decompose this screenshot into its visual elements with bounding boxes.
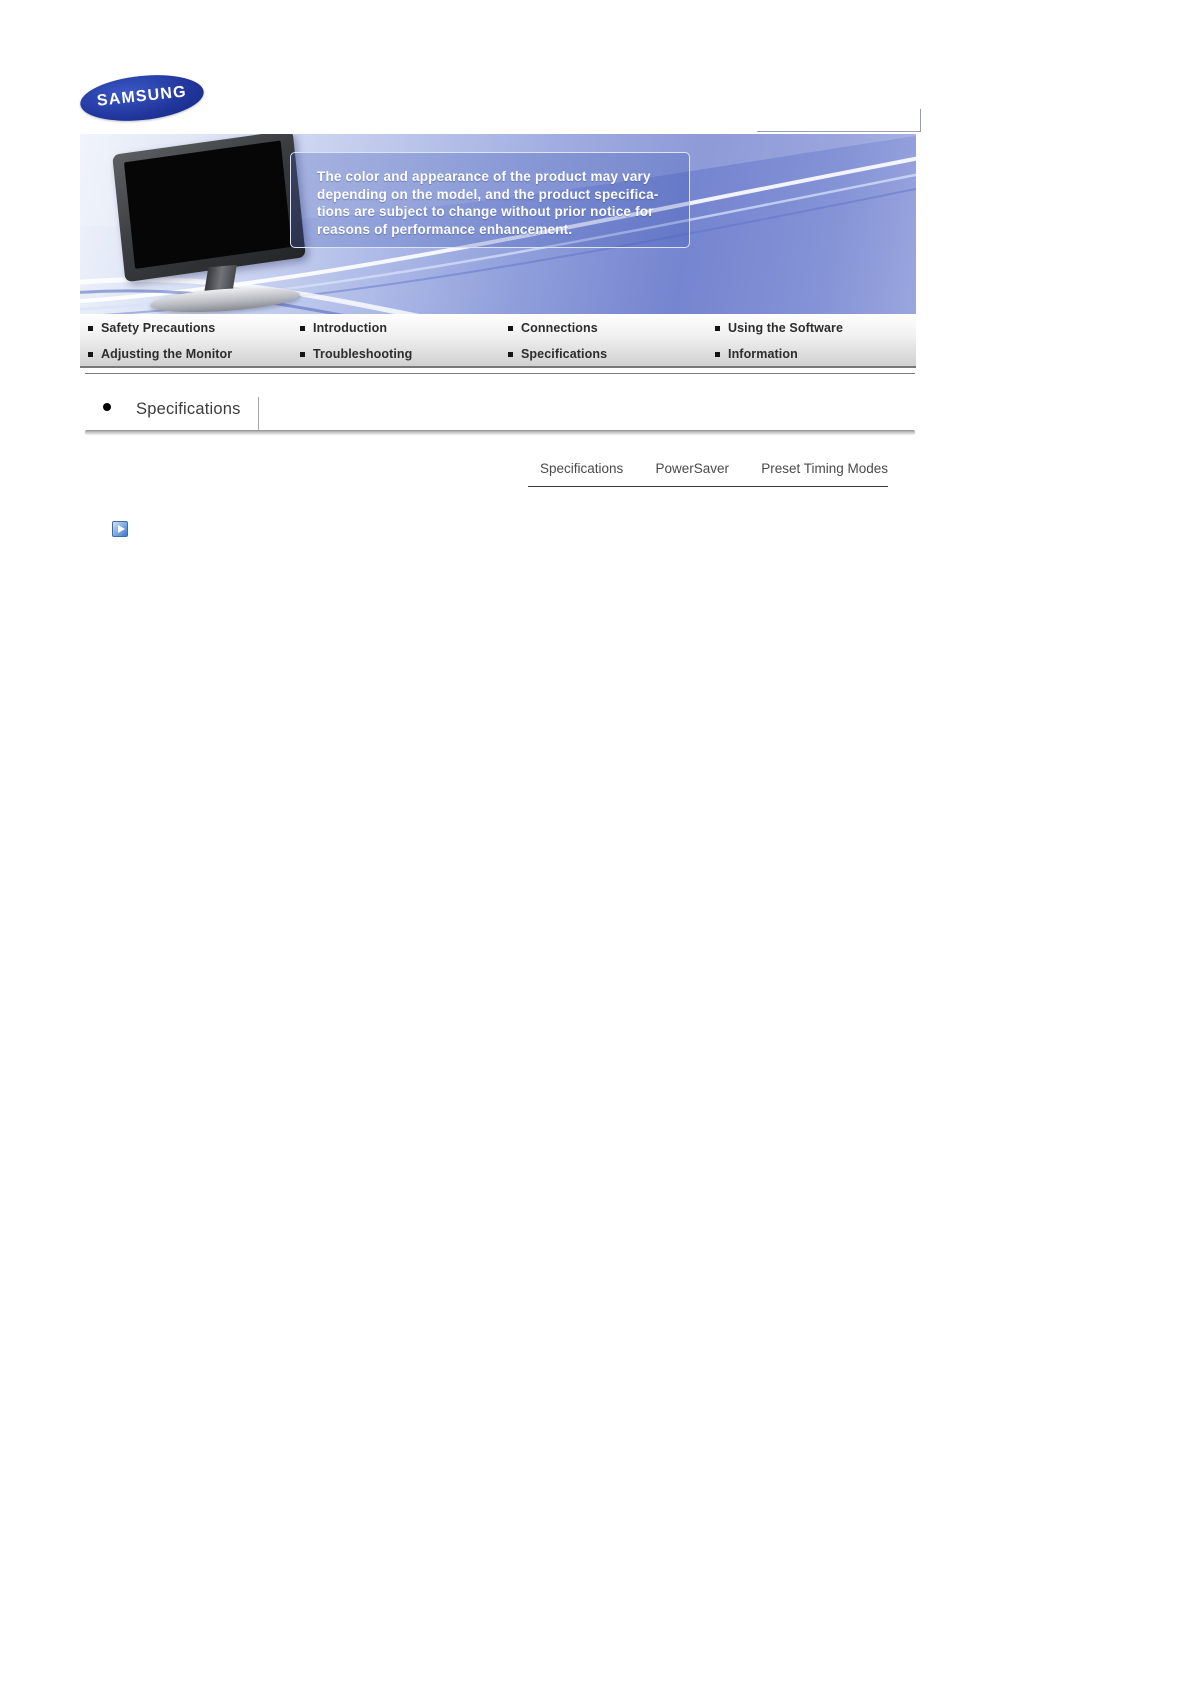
- ring-icon: [103, 403, 111, 411]
- subnav: [540, 461, 888, 476]
- nav-item-label: Specifications: [521, 347, 608, 361]
- monitor-stand-base: [149, 284, 300, 314]
- nav-item-safety-precautions[interactable]: [86, 315, 298, 341]
- monitor-bezel: [112, 134, 306, 282]
- subnav-link-specifications[interactable]: Specifications: [540, 461, 624, 476]
- monitor-screen: [124, 140, 292, 268]
- nav-item-label: Connections: [521, 321, 598, 335]
- square-bullet-icon: [88, 326, 93, 331]
- square-bullet-icon: [715, 352, 720, 357]
- nav-item-information[interactable]: [713, 341, 922, 367]
- nav-item-introduction[interactable]: [298, 315, 506, 341]
- nav-item-specifications[interactable]: [506, 341, 713, 367]
- square-bullet-icon: [508, 326, 513, 331]
- nav-item-label: Adjusting the Monitor: [101, 347, 233, 361]
- banner-notice-line: depending on the model, and the product specifica-: [317, 186, 659, 202]
- nav-item-using-the-software[interactable]: [713, 315, 922, 341]
- nav-item-label: Information: [728, 347, 798, 361]
- section-title-divider: [258, 397, 259, 434]
- square-bullet-icon: [300, 352, 305, 357]
- banner-notice-line: The color and appearance of the product may vary: [317, 169, 651, 184]
- nav-item-troubleshooting[interactable]: [298, 341, 506, 367]
- banner-notice-box: [290, 152, 690, 248]
- play-arrow-icon: [112, 521, 128, 537]
- square-bullet-icon: [715, 326, 720, 331]
- page-title: Specifications: [136, 400, 241, 418]
- banner-notice-line: tions are subject to change without prior notice for: [317, 204, 654, 219]
- nav-item-label: Using the Software: [728, 321, 844, 335]
- square-bullet-icon: [300, 326, 305, 331]
- samsung-logo[interactable]: [78, 70, 206, 127]
- subnav-underline: [528, 486, 888, 487]
- nav-item-label: Introduction: [313, 321, 388, 335]
- banner: [80, 134, 916, 314]
- nav-item-label: Safety Precautions: [101, 321, 216, 335]
- section-top-rule: [85, 373, 915, 374]
- samsung-logo-text: SAMSUNG: [96, 83, 188, 110]
- main-navigation: [80, 314, 916, 368]
- section-bottom-rule: [85, 430, 915, 435]
- square-bullet-icon: [88, 352, 93, 357]
- nav-item-label: Troubleshooting: [313, 347, 413, 361]
- square-bullet-icon: [508, 352, 513, 357]
- banner-notice-line: reasons of performance enhancement.: [317, 221, 573, 237]
- nav-item-connections[interactable]: [506, 315, 713, 341]
- nav-item-adjusting-the-monitor[interactable]: [86, 341, 298, 367]
- model-select-box[interactable]: [757, 109, 921, 132]
- subnav-link-powersaver[interactable]: PowerSaver: [655, 461, 730, 476]
- subnav-link-preset-timing-modes[interactable]: Preset Timing Modes: [761, 461, 888, 476]
